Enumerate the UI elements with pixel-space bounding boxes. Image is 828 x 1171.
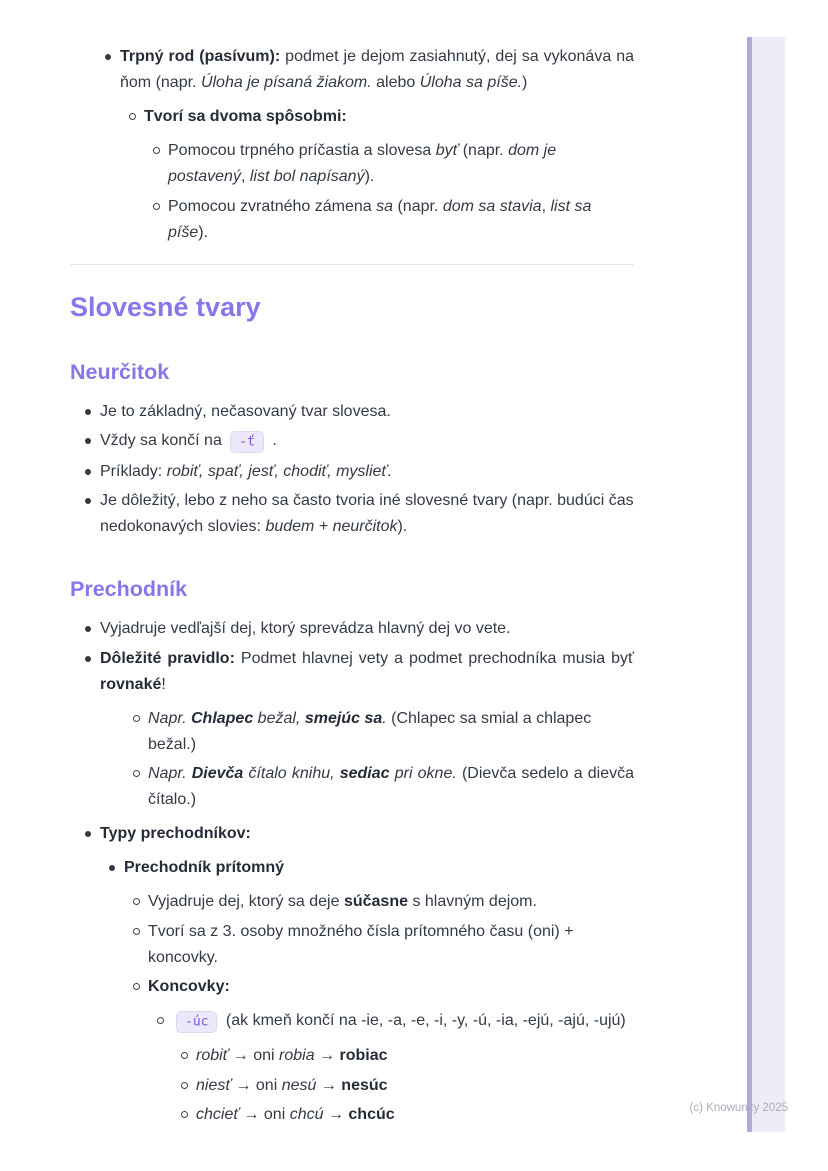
bold-text: Koncovky: bbox=[148, 978, 230, 995]
italic-text: čítalo knihu, bbox=[243, 765, 340, 782]
text-run: Pomocou zvratného zámena bbox=[168, 197, 377, 215]
list-item bbox=[148, 919, 634, 971]
text-run: (Dievča sedelo a dievča čítalo.) bbox=[148, 765, 635, 808]
bold-text: Tvorí sa dvoma spôsobmi: bbox=[144, 108, 347, 125]
bullet-list bbox=[120, 104, 634, 246]
list-item bbox=[100, 488, 634, 540]
list-item bbox=[100, 821, 634, 1128]
list-item-text bbox=[172, 1008, 634, 1035]
watermark: (c) Knowunity 2025 bbox=[689, 1102, 788, 1114]
list-item bbox=[168, 194, 634, 246]
italic-text: niesť bbox=[196, 1076, 232, 1094]
text-run: ) bbox=[522, 74, 528, 91]
list-item-text bbox=[196, 1073, 634, 1099]
text-run: Pomocou trpného príčastia a slovesa bbox=[168, 142, 436, 159]
code-badge: -úc bbox=[176, 1011, 217, 1034]
list-item bbox=[100, 646, 634, 814]
list-item bbox=[144, 104, 634, 246]
bullet-list bbox=[172, 1043, 634, 1128]
list-item-text bbox=[100, 646, 634, 698]
list-item-text bbox=[148, 706, 634, 758]
list-item bbox=[172, 1008, 634, 1128]
italic-text: byť bbox=[435, 142, 459, 159]
italic-text: bežal, bbox=[253, 709, 305, 727]
bold-text: Dôležité pravidlo: bbox=[100, 649, 235, 667]
bold-text: robiac bbox=[339, 1047, 388, 1064]
italic-text: pri okne. bbox=[389, 765, 457, 782]
text-run: Vždy sa končí na bbox=[100, 432, 227, 449]
italic-text: nesú bbox=[281, 1076, 317, 1094]
italic-text: robia bbox=[279, 1047, 315, 1064]
italic-text: Napr. bbox=[148, 709, 191, 727]
list-item-text bbox=[144, 104, 634, 130]
text-run: ). bbox=[198, 223, 209, 241]
list-item bbox=[196, 1073, 634, 1099]
text-run: Podmet hlavnej vety a podmet prechodníka musia byť bbox=[234, 649, 634, 667]
text-run: Vyjadruje vedľajší dej, ktorý sprevádza hlavný dej vo vete. bbox=[100, 620, 511, 637]
text-run: → bbox=[316, 1076, 342, 1094]
bullet-list bbox=[70, 616, 634, 1128]
list-item bbox=[148, 974, 634, 1128]
bold-text: Prechodník prítomný bbox=[124, 859, 285, 876]
bold-text: Trpný rod (pasívum): bbox=[120, 48, 281, 65]
italic-text: sa bbox=[376, 197, 394, 215]
bullet-list bbox=[70, 399, 634, 541]
list-item bbox=[124, 855, 634, 1128]
text-run: (napr. bbox=[393, 197, 443, 215]
italic-text: robiť bbox=[196, 1047, 229, 1064]
italic-text: Úloha sa píše. bbox=[419, 74, 523, 91]
list-item bbox=[100, 459, 634, 485]
list-item-text bbox=[196, 1102, 634, 1128]
text-run: → bbox=[314, 1047, 340, 1064]
list-item bbox=[168, 138, 634, 190]
text-run: → oni bbox=[228, 1047, 280, 1064]
text-run: ! bbox=[161, 675, 166, 693]
bold-text: chcúc bbox=[348, 1106, 395, 1123]
italic-text: Napr. bbox=[148, 765, 192, 782]
list-item-text bbox=[148, 889, 634, 915]
list-item-text bbox=[196, 1043, 634, 1069]
list-item bbox=[196, 1102, 634, 1128]
text-run: Je dôležitý, lebo z neho sa často tvoria iné slovesné tvary (napr. budúci čas nedokonavých slovies: bbox=[100, 492, 634, 535]
italic-text: dom je postavený bbox=[168, 142, 557, 185]
code-badge: -ť bbox=[230, 431, 264, 454]
text-run: . bbox=[267, 432, 277, 449]
list-item-text bbox=[100, 459, 634, 485]
bold-italic-text: smejúc sa bbox=[304, 709, 383, 727]
text-run: Príklady: bbox=[100, 462, 167, 480]
text-run: (ak kmeň končí na -ie, -a, -e, -i, -y, -ú, -ia, -ejú, -ajú, -ujú) bbox=[221, 1012, 626, 1029]
list-item-text bbox=[148, 919, 634, 971]
list-item-text bbox=[148, 761, 634, 813]
list-item bbox=[120, 44, 634, 246]
section-heading-prechodnik: Prechodník bbox=[70, 577, 188, 601]
italic-text: Úloha je písaná žiakom. bbox=[200, 74, 372, 91]
list-item bbox=[148, 889, 634, 915]
text-run: ). bbox=[364, 168, 375, 185]
list-item bbox=[100, 428, 634, 455]
intro-list bbox=[70, 44, 634, 246]
highlight-strip bbox=[747, 37, 785, 1132]
text-run: → oni bbox=[239, 1106, 290, 1123]
italic-text: chcieť bbox=[196, 1106, 240, 1123]
bullet-list bbox=[124, 889, 634, 1128]
bullet-list bbox=[100, 855, 634, 1128]
text-run: (Chlapec sa smial a chlapec bežal.) bbox=[148, 709, 592, 753]
bullet-list bbox=[148, 1008, 634, 1128]
text-run: Je to základný, nečasovaný tvar slovesa. bbox=[100, 402, 391, 420]
list-item-text bbox=[100, 821, 634, 847]
bold-text: Typy prechodníkov: bbox=[100, 825, 251, 842]
italic-text: . bbox=[382, 709, 387, 727]
list-item-text bbox=[100, 488, 634, 540]
page-title: Slovesné tvary bbox=[70, 291, 261, 322]
list-item-text bbox=[168, 194, 634, 246]
italic-text: robiť, spať, jesť, chodiť, myslieť bbox=[166, 462, 388, 480]
bold-italic-text: Chlapec bbox=[190, 709, 254, 727]
text-run: , bbox=[240, 168, 250, 185]
italic-text: list sa píše bbox=[168, 197, 592, 241]
bold-text: rovnaké bbox=[100, 675, 162, 693]
italic-text: budem + neurčitok bbox=[265, 518, 398, 535]
bold-text: súčasne bbox=[343, 893, 408, 910]
list-item-text bbox=[100, 616, 634, 642]
list-item bbox=[100, 399, 634, 425]
list-item bbox=[148, 761, 634, 813]
list-item bbox=[100, 616, 634, 642]
italic-text: chcú bbox=[289, 1106, 324, 1123]
text-run: Tvorí sa z 3. osoby množného čísla prítomného času (oni) + koncovky. bbox=[148, 922, 574, 966]
bold-text: nesúc bbox=[341, 1076, 388, 1094]
list-item-text bbox=[124, 855, 634, 881]
text-run: s hlavným dejom. bbox=[408, 893, 537, 910]
text-run: Vyjadruje dej, ktorý sa deje bbox=[148, 893, 344, 910]
text-run: → bbox=[323, 1106, 349, 1123]
list-item-text bbox=[100, 428, 634, 455]
prechodnik-list bbox=[70, 616, 634, 1128]
list-item-text bbox=[120, 44, 634, 96]
divider bbox=[70, 264, 634, 265]
bullet-list bbox=[90, 44, 634, 246]
text-run: alebo bbox=[371, 74, 420, 91]
italic-text: list bol napísaný bbox=[249, 168, 365, 185]
list-item-text bbox=[148, 974, 634, 1000]
bold-italic-text: Dievča bbox=[191, 765, 244, 782]
text-run: , bbox=[541, 197, 551, 215]
section-heading-neurcitok: Neurčitok bbox=[70, 359, 170, 384]
text-run: . bbox=[387, 462, 392, 480]
text-run: (napr. bbox=[458, 142, 509, 159]
text-run: podmet je dejom zasiahnutý, dej sa vykonáva na ňom (napr. bbox=[120, 48, 635, 91]
list-item bbox=[148, 706, 634, 758]
bullet-list bbox=[144, 138, 634, 246]
list-item-text bbox=[100, 399, 634, 425]
italic-text: dom sa stavia bbox=[442, 197, 542, 215]
list-item-text bbox=[168, 138, 634, 190]
neurcitok-list bbox=[70, 399, 634, 541]
bullet-list bbox=[100, 706, 634, 814]
list-item bbox=[196, 1043, 634, 1069]
text-run: → oni bbox=[231, 1076, 282, 1094]
bold-italic-text: sediac bbox=[339, 765, 390, 782]
text-run: ). bbox=[397, 518, 408, 535]
